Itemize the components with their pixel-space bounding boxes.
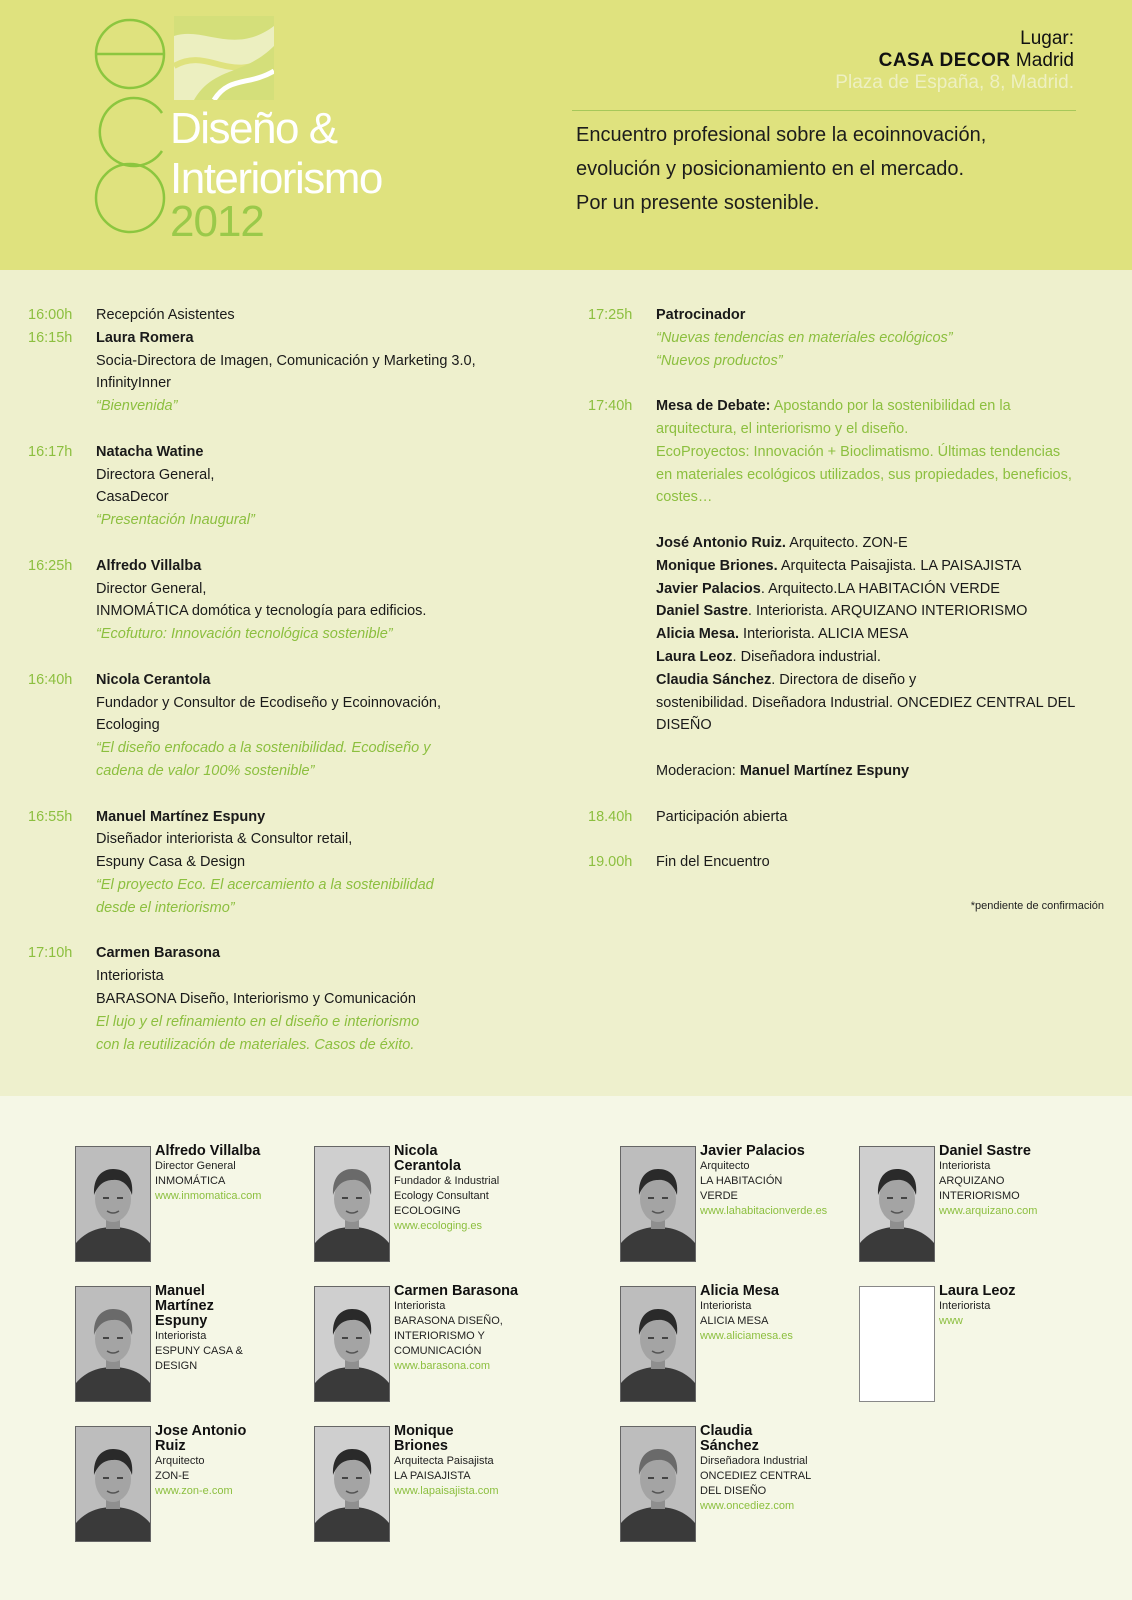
speaker-role: Socia-Directora de Imagen, Comunicación y Marketing 3.0, — [96, 352, 476, 369]
speaker-card — [314, 1423, 544, 1546]
schedule-body — [96, 441, 548, 532]
speaker-card — [75, 1283, 305, 1406]
moderation-line — [656, 760, 1108, 783]
speaker-role: Interiorista — [96, 968, 164, 985]
speaker-card-role: COMUNICACIÓN — [394, 1345, 482, 1357]
speaker-photo — [620, 1146, 696, 1262]
speaker-card-role: Fundador & Industrial — [394, 1175, 500, 1187]
speaker-card-name: Jose Antonio — [155, 1423, 247, 1439]
speaker-website: www — [939, 1315, 963, 1327]
schedule-time: 17:25h — [588, 307, 633, 323]
program-left-column — [28, 304, 548, 1056]
speaker-role: Espuny Casa & Design — [96, 854, 246, 871]
header-divider — [572, 110, 1076, 111]
speaker-photo — [75, 1426, 151, 1542]
speaker-card — [314, 1283, 544, 1406]
schedule-time: 18.40h — [588, 808, 633, 825]
moderation-label: Moderacion: — [656, 762, 740, 779]
speaker-name: Nicola Cerantola — [96, 671, 211, 688]
speaker-card-name: Manuel — [155, 1283, 205, 1299]
speaker-card-role: ECOLOGING — [394, 1205, 461, 1217]
speaker-info — [155, 1424, 305, 1499]
speaker-grid — [0, 1096, 1132, 1600]
speaker-role: Fundador y Consultor de Ecodiseño y Ecoinnovación, — [96, 694, 441, 711]
panelist-role: . Arquitecto.LA HABITACIÓN VERDE — [760, 580, 1000, 597]
panelist-role: Arquitecta Paisajista. LA PAISAJISTA — [777, 557, 1022, 574]
talk-title: “Nuevas tendencias en materiales ecológicos” — [656, 329, 953, 346]
speaker-card-name: Daniel Sastre — [939, 1143, 1031, 1159]
tagline — [576, 118, 1096, 220]
speaker-card — [859, 1143, 1089, 1266]
speaker-card-role: BARASONA DISEÑO, — [394, 1315, 503, 1327]
speaker-card-name: Laura Leoz — [939, 1283, 1016, 1299]
talk-title: “Ecofuturo: Innovación tecnológica sostenible” — [96, 626, 393, 643]
speaker-card-role: INMOMÁTICA — [155, 1175, 226, 1187]
speaker-photo — [314, 1426, 390, 1542]
speaker-card-role: Dirseñadora Industrial — [700, 1455, 808, 1467]
speaker-info — [700, 1144, 850, 1219]
speaker-info — [394, 1284, 544, 1374]
debate-topic-line: arquitectura, el interiorismo y el diseño. — [656, 420, 909, 437]
speaker-card-role: ARQUIZANO — [939, 1175, 1005, 1187]
schedule-item — [28, 942, 548, 1056]
speaker-card-role: ONCEDIEZ CENTRAL — [700, 1470, 812, 1482]
talk-title: “Bienvenida” — [96, 398, 178, 415]
panelist-role: . Directora de diseño y — [771, 671, 917, 688]
schedule-time: 16:40h — [28, 671, 73, 688]
speaker-card-name: Espuny — [155, 1313, 208, 1329]
schedule-time: 17:10h — [28, 945, 73, 962]
speaker-card-role: INTERIORISMO — [939, 1190, 1020, 1202]
speaker-role: CasaDecor — [96, 489, 169, 506]
schedule-item — [28, 555, 548, 646]
tagline-line: evolución y posicionamiento en el mercado. — [576, 158, 964, 180]
panelist-name: José Antonio Ruiz. — [656, 534, 786, 551]
schedule-body — [96, 806, 548, 920]
debate-topic-line: Apostando por la sostenibilidad en la — [773, 398, 1011, 415]
speaker-photo — [314, 1286, 390, 1402]
panelist-name: Monique Briones. — [656, 557, 778, 574]
schedule-time: 19.00h — [588, 854, 633, 871]
speaker-website: www.ecologing.es — [394, 1220, 483, 1232]
speaker-card — [75, 1423, 305, 1546]
panelist-line — [656, 646, 1108, 669]
schedule-body — [96, 942, 548, 1056]
speaker-card-role: Arquitecta Paisajista — [394, 1455, 494, 1467]
venue-name-bold: CASA DECOR — [878, 50, 1011, 71]
speaker-name: Natacha Watine — [96, 443, 204, 460]
schedule-time: 16:17h — [28, 443, 73, 460]
speaker-card — [314, 1143, 544, 1266]
schedule-time: 16:55h — [28, 808, 73, 825]
speaker-website: www.aliciamesa.es — [700, 1330, 793, 1342]
panelist-line — [656, 532, 1108, 555]
speaker-name: Laura Romera — [96, 329, 194, 346]
speaker-info — [700, 1284, 850, 1344]
speaker-photo — [314, 1146, 390, 1262]
event-year: 2012 — [170, 197, 264, 246]
speaker-website: www.zon-e.com — [155, 1485, 233, 1497]
speaker-card-role: Arquitecto — [155, 1455, 205, 1467]
speaker-info — [155, 1284, 305, 1374]
schedule-item-debate — [588, 395, 1108, 783]
speaker-role: Recepción Asistentes — [96, 307, 235, 323]
speaker-card-name: Alfredo Villalba — [155, 1143, 261, 1159]
talk-title: “El diseño enfocado a la sostenibilidad. Ecodiseño y — [96, 740, 431, 757]
panelist-line — [656, 555, 1108, 578]
speaker-website: www.oncediez.com — [700, 1500, 795, 1512]
speaker-role: Diseñador interiorista & Consultor retail, — [96, 831, 353, 848]
program-band — [0, 270, 1132, 1096]
speaker-card — [859, 1283, 1089, 1406]
schedule-item — [28, 327, 548, 418]
speaker-role: INMOMÁTICA domótica y tecnología para edificios. — [96, 603, 427, 620]
schedule-title: Participación abierta — [656, 808, 788, 825]
speaker-card-role: DESIGN — [155, 1360, 198, 1372]
schedule-body — [96, 327, 548, 418]
speaker-card-role: Ecology Consultant — [394, 1190, 489, 1202]
schedule-time: 16:00h — [28, 307, 73, 323]
debate-topic-line: costes… — [656, 489, 713, 506]
talk-title: con la reutilización de materiales. Casos de éxito. — [96, 1036, 415, 1053]
panelist-list — [656, 532, 1108, 692]
talk-title: El lujo y el refinamiento en el diseño e interiorismo — [96, 1013, 420, 1030]
speaker-card — [620, 1143, 850, 1266]
speaker-card-role: Interiorista — [939, 1160, 991, 1172]
speaker-card-role: LA HABITACIÓN — [700, 1175, 783, 1187]
event-title-line1: Diseño & — [170, 104, 337, 153]
speaker-card-name: Monique — [394, 1423, 454, 1439]
venue-city: Madrid — [1015, 50, 1074, 71]
leaf-icon — [174, 16, 274, 100]
speaker-card-role: DEL DISEÑO — [700, 1485, 767, 1497]
speaker-info — [939, 1284, 1089, 1329]
speaker-photo — [859, 1286, 935, 1402]
schedule-item — [28, 441, 548, 532]
talk-title: “Nuevos productos” — [656, 352, 783, 369]
speaker-name: Alfredo Villalba — [96, 557, 202, 574]
speaker-card — [75, 1143, 305, 1266]
schedule-item-end — [588, 851, 1108, 874]
speaker-website: www.barasona.com — [394, 1360, 490, 1372]
tagline-line: Por un presente sostenible. — [576, 192, 820, 214]
spacer — [28, 418, 548, 441]
panelist-line — [656, 578, 1108, 601]
speaker-card-name: Claudia — [700, 1423, 753, 1439]
speaker-info — [394, 1424, 544, 1499]
venue-block — [835, 28, 1074, 94]
spacer — [28, 646, 548, 669]
speaker-card-name: Nicola — [394, 1143, 438, 1159]
panelist-line — [656, 600, 1108, 623]
speaker-card-role: Director General — [155, 1160, 236, 1172]
schedule-item-sponsor — [588, 304, 1108, 372]
speaker-card-role: Interiorista — [939, 1300, 991, 1312]
speaker-card-role: INTERIORISMO Y — [394, 1330, 485, 1342]
speaker-info — [700, 1424, 850, 1514]
schedule-time: 17:40h — [588, 398, 633, 415]
debate-topic-line: en materiales ecológicos utilizados, sus propiedades, beneficios, — [656, 466, 1072, 483]
speaker-website: www.lapaisajista.com — [394, 1485, 499, 1497]
panelist-line — [656, 623, 1108, 646]
speaker-card-role: ALICIA MESA — [700, 1315, 769, 1327]
speaker-card-role: Arquitecto — [700, 1160, 750, 1172]
speaker-role: Ecologing — [96, 717, 160, 734]
schedule-title: Fin del Encuentro — [656, 854, 770, 871]
panelist-name: Daniel Sastre — [656, 603, 748, 620]
speaker-info — [394, 1144, 544, 1234]
speaker-card-name: Martínez — [155, 1298, 214, 1314]
panelist-extra-line: sostenibilidad. Diseñadora Industrial. ONCEDIEZ CENTRAL DEL — [656, 694, 1076, 711]
panelist-name: Laura Leoz — [656, 648, 733, 665]
speaker-card-name: Briones — [394, 1438, 448, 1454]
speaker-role: InfinityInner — [96, 375, 171, 392]
speaker-card-role: Interiorista — [700, 1300, 752, 1312]
spacer — [28, 920, 548, 943]
speaker-photo — [75, 1286, 151, 1402]
speaker-card-name: Sánchez — [700, 1438, 759, 1454]
eco-logo-letters — [94, 18, 166, 239]
talk-title: desde el interiorismo” — [96, 899, 235, 916]
schedule-item — [28, 304, 548, 327]
speaker-website: www.inmomatica.com — [155, 1190, 262, 1202]
debate-topic-line: EcoProyectos: Innovación + Bioclimatismo. Últimas tendencias — [656, 443, 1061, 460]
speaker-info — [939, 1144, 1089, 1219]
speaker-name: Manuel Martínez Espuny — [96, 808, 266, 825]
speaker-name: Carmen Barasona — [96, 945, 221, 962]
speaker-card — [620, 1283, 850, 1406]
speaker-card-name: Carmen Barasona — [394, 1283, 519, 1299]
panelist-role: Interiorista. ALICIA MESA — [739, 626, 909, 643]
tagline-line: Encuentro profesional sobre la ecoinnovación, — [576, 124, 987, 146]
moderator-name: Manuel Martínez Espuny — [739, 762, 910, 779]
speaker-card-role: LA PAISAJISTA — [394, 1470, 471, 1482]
event-title — [170, 104, 382, 204]
speaker-role: Director General, — [96, 580, 207, 597]
speaker-card-name: Alicia Mesa — [700, 1283, 779, 1299]
speaker-website: www.arquizano.com — [939, 1205, 1038, 1217]
speaker-website: www.lahabitacionverde.es — [700, 1205, 828, 1217]
speaker-card-role: Interiorista — [155, 1330, 207, 1342]
speaker-card-role: Interiorista — [394, 1300, 446, 1312]
panelist-name: Javier Palacios — [656, 580, 761, 597]
venue-name — [835, 50, 1074, 72]
schedule-body — [96, 304, 548, 327]
speaker-photo — [620, 1286, 696, 1402]
speaker-photo — [620, 1426, 696, 1542]
speaker-info — [155, 1144, 305, 1204]
spacer — [28, 783, 548, 806]
speaker-card-role: VERDE — [700, 1190, 738, 1202]
speaker-role: BARASONA Diseño, Interiorismo y Comunicación — [96, 990, 416, 1007]
speaker-card-name: Cerantola — [394, 1158, 461, 1174]
speaker-card-name: Javier Palacios — [700, 1143, 805, 1159]
spacer — [28, 532, 548, 555]
panelist-name: Alicia Mesa. — [656, 626, 740, 643]
talk-title: “El proyecto Eco. El acercamiento a la sostenibilidad — [96, 876, 434, 893]
schedule-body — [96, 669, 548, 783]
schedule-item-open — [588, 806, 1108, 829]
schedule-item — [28, 806, 548, 920]
venue-address: Plaza de España, 8, Madrid. — [835, 72, 1074, 93]
panelist-line — [656, 669, 1108, 692]
panelist-role: Arquitecto. ZON-E — [785, 534, 908, 551]
speaker-photo — [75, 1146, 151, 1262]
speaker-card-name: Ruiz — [155, 1438, 186, 1454]
schedule-item — [28, 669, 548, 783]
schedule-title: Patrocinador — [656, 307, 746, 323]
venue-label: Lugar: — [1020, 28, 1074, 49]
panelist-name: Claudia Sánchez — [656, 671, 772, 688]
schedule-time: 16:25h — [28, 557, 73, 574]
speaker-card-role: ESPUNY CASA & — [155, 1345, 243, 1357]
panelist-role: . Interiorista. ARQUIZANO INTERIORISMO — [747, 603, 1028, 620]
debate-title: Mesa de Debate: — [656, 398, 771, 415]
panelist-role: . Diseñadora industrial. — [732, 648, 881, 665]
speaker-role: Directora General, — [96, 466, 215, 483]
talk-title: “Presentación Inaugural” — [96, 512, 255, 529]
schedule-time: 16:15h — [28, 329, 73, 346]
talk-title: cadena de valor 100% sostenible” — [96, 762, 315, 779]
speaker-card-role: ZON-E — [155, 1470, 190, 1482]
speaker-card — [620, 1423, 850, 1546]
header-band — [0, 0, 1132, 270]
program-right-column — [588, 304, 1108, 874]
schedule-body — [96, 555, 548, 646]
panelist-extra-line: DISEÑO — [656, 717, 712, 734]
event-title-line2: Interiorismo — [170, 154, 382, 203]
speaker-photo — [859, 1146, 935, 1262]
confirmation-note: *pendiente de confirmación — [970, 900, 1104, 912]
